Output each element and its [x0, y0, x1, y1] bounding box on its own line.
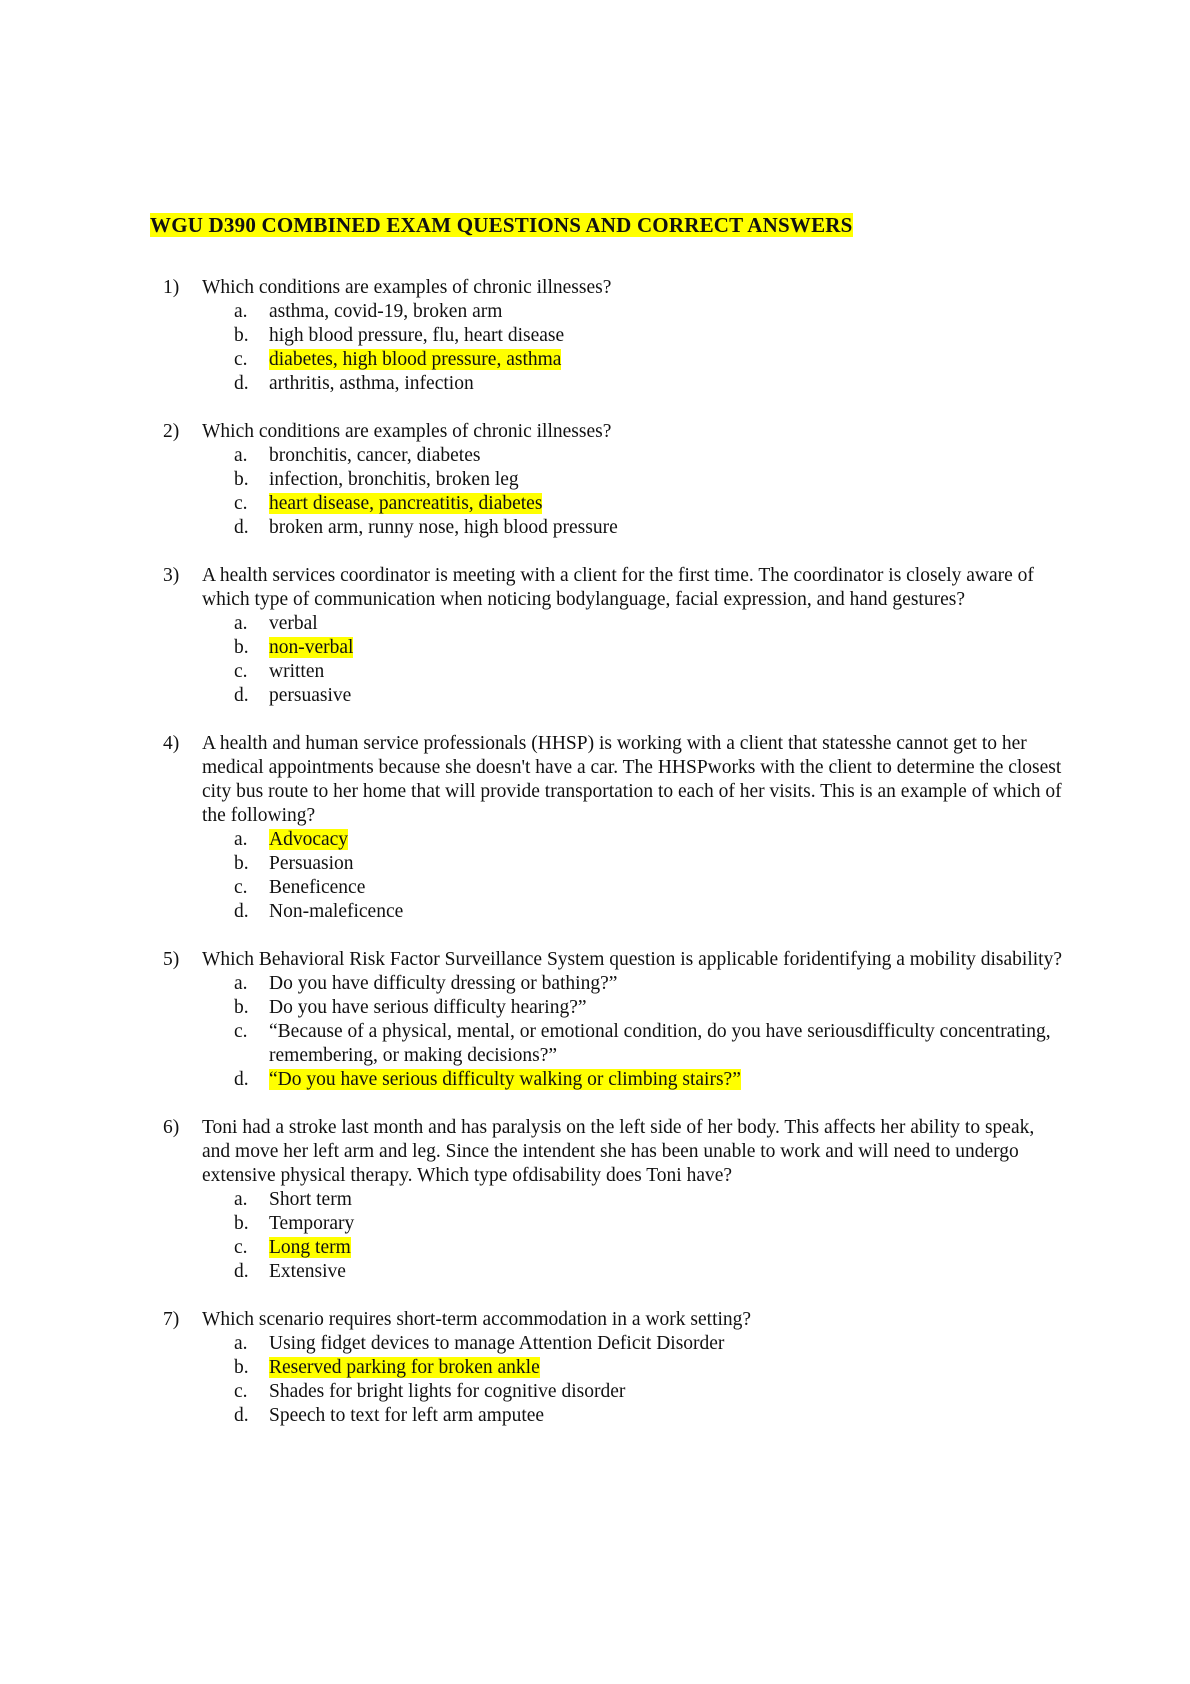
option-text: Using fidget devices to manage Attention Deficit Disorder	[269, 1333, 725, 1354]
answer-option-correct	[234, 1356, 1063, 1380]
option-text: verbal	[269, 613, 318, 634]
option-text: Extensive	[269, 1261, 346, 1282]
answer-option	[234, 996, 1063, 1020]
answer-options	[202, 972, 1063, 1092]
correct-answer-text: Reserved parking for broken ankle	[269, 1357, 540, 1378]
option-letter: b.	[234, 997, 249, 1018]
title-highlight: WGU D390 COMBINED EXAM QUESTIONS AND CORRECT ANSWERS	[150, 213, 853, 237]
answer-option	[234, 900, 1063, 924]
correct-answer-text: diabetes, high blood pressure, asthma	[269, 349, 562, 370]
answer-option-correct	[234, 492, 1063, 516]
option-text: persuasive	[269, 685, 352, 706]
answer-option-correct	[234, 348, 1063, 372]
option-letter: a.	[234, 1189, 248, 1210]
option-letter: b.	[234, 469, 249, 490]
question-text: Which Behavioral Risk Factor Surveillance System question is applicable foridentifying a mobility disability?	[202, 949, 1062, 970]
option-text: Shades for bright lights for cognitive disorder	[269, 1381, 626, 1402]
option-letter: d.	[234, 373, 249, 394]
option-letter: c.	[234, 493, 248, 514]
correct-answer-text: “Do you have serious difficulty walking or climbing stairs?”	[269, 1069, 741, 1090]
option-letter: a.	[234, 829, 248, 850]
option-letter: d.	[234, 517, 249, 538]
document-title	[150, 212, 853, 238]
option-text: arthritis, asthma, infection	[269, 373, 474, 394]
option-letter: a.	[234, 301, 248, 322]
answer-option	[234, 516, 1063, 540]
question-item	[163, 948, 1063, 1092]
option-text: Speech to text for left arm amputee	[269, 1405, 545, 1426]
question-text: Which conditions are examples of chronic illnesses?	[202, 277, 612, 298]
option-text: Short term	[269, 1189, 352, 1210]
question-number: 2)	[163, 421, 180, 442]
correct-answer-text: Advocacy	[269, 829, 349, 850]
option-text: infection, bronchitis, broken leg	[269, 469, 519, 490]
correct-answer-text: non-verbal	[269, 637, 354, 658]
option-text: asthma, covid-19, broken arm	[269, 301, 503, 322]
option-letter: b.	[234, 1357, 249, 1378]
option-text: high blood pressure, flu, heart disease	[269, 325, 565, 346]
question-text: A health and human service professionals (HHSP) is working with a client that statesshe cannot get to her medical appointments because she doesn't have a car. The HHSPworks with the client to determine the closest city bus route to her home that will provide transportation to each of her visits. This is an example of which of the following?	[202, 733, 1062, 826]
answer-option	[234, 468, 1063, 492]
answer-option	[234, 684, 1063, 708]
option-text: Do you have serious difficulty hearing?”	[269, 997, 587, 1018]
answer-option	[234, 1020, 1063, 1068]
answer-option-correct	[234, 1236, 1063, 1260]
question-text: A health services coordinator is meeting with a client for the first time. The coordinator is closely aware of which type of communication when noticing bodylanguage, facial expression, and hand gestures?	[202, 565, 1034, 610]
question-number: 6)	[163, 1117, 180, 1138]
question-number: 3)	[163, 565, 180, 586]
answer-option	[234, 444, 1063, 468]
answer-option-correct	[234, 828, 1063, 852]
question-item	[163, 732, 1063, 924]
answer-options	[202, 828, 1063, 924]
option-letter: a.	[234, 613, 248, 634]
answer-option	[234, 1260, 1063, 1284]
answer-option	[234, 300, 1063, 324]
answer-options	[202, 1188, 1063, 1284]
option-letter: c.	[234, 877, 248, 898]
option-letter: c.	[234, 1381, 248, 1402]
option-letter: b.	[234, 325, 249, 346]
answer-options	[202, 1332, 1063, 1428]
option-letter: d.	[234, 1405, 249, 1426]
correct-answer-text: heart disease, pancreatitis, diabetes	[269, 493, 543, 514]
question-number: 5)	[163, 949, 180, 970]
answer-option	[234, 1188, 1063, 1212]
option-text: Beneficence	[269, 877, 366, 898]
option-letter: a.	[234, 445, 248, 466]
question-list	[163, 276, 1063, 1452]
answer-options	[202, 300, 1063, 396]
answer-option	[234, 660, 1063, 684]
option-text: Non-maleficence	[269, 901, 404, 922]
option-text: Persuasion	[269, 853, 354, 874]
question-text: Toni had a stroke last month and has paralysis on the left side of her body. This affects her ability to speak, and move her left arm and leg. Since the intendent she has been unable to work and will need to undergo extensive physical therapy. Which type ofdisability does Toni have?	[202, 1117, 1035, 1186]
option-text: bronchitis, cancer, diabetes	[269, 445, 481, 466]
answer-option	[234, 852, 1063, 876]
answer-options	[202, 444, 1063, 540]
question-item	[163, 564, 1063, 708]
question-item	[163, 420, 1063, 540]
answer-option	[234, 1380, 1063, 1404]
question-number: 1)	[163, 277, 180, 298]
option-letter: b.	[234, 637, 249, 658]
option-letter: d.	[234, 901, 249, 922]
question-item	[163, 1116, 1063, 1284]
option-text: broken arm, runny nose, high blood pressure	[269, 517, 618, 538]
option-letter: c.	[234, 661, 248, 682]
option-letter: c.	[234, 1237, 248, 1258]
option-text: Do you have difficulty dressing or bathing?”	[269, 973, 618, 994]
answer-option	[234, 972, 1063, 996]
option-letter: a.	[234, 973, 248, 994]
option-letter: b.	[234, 853, 249, 874]
question-text: Which conditions are examples of chronic illnesses?	[202, 421, 612, 442]
question-item	[163, 1308, 1063, 1428]
option-letter: c.	[234, 349, 248, 370]
correct-answer-text: Long term	[269, 1237, 351, 1258]
question-item	[163, 276, 1063, 396]
answer-option	[234, 876, 1063, 900]
option-text: written	[269, 661, 325, 682]
answer-option	[234, 372, 1063, 396]
answer-option	[234, 1332, 1063, 1356]
answer-option-correct	[234, 636, 1063, 660]
question-text: Which scenario requires short-term accommodation in a work setting?	[202, 1309, 752, 1330]
option-letter: b.	[234, 1213, 249, 1234]
question-number: 7)	[163, 1309, 180, 1330]
answer-options	[202, 612, 1063, 708]
answer-option-correct	[234, 1068, 1063, 1092]
answer-option	[234, 612, 1063, 636]
option-text: “Because of a physical, mental, or emotional condition, do you have seriousdifficulty concentrating, remembering, or making decisions?”	[269, 1021, 1051, 1066]
option-letter: c.	[234, 1021, 248, 1042]
answer-option	[234, 1212, 1063, 1236]
answer-option	[234, 1404, 1063, 1428]
option-letter: a.	[234, 1333, 248, 1354]
answer-option	[234, 324, 1063, 348]
option-letter: d.	[234, 685, 249, 706]
option-text: Temporary	[269, 1213, 355, 1234]
question-number: 4)	[163, 733, 180, 754]
option-letter: d.	[234, 1261, 249, 1282]
option-letter: d.	[234, 1069, 249, 1090]
